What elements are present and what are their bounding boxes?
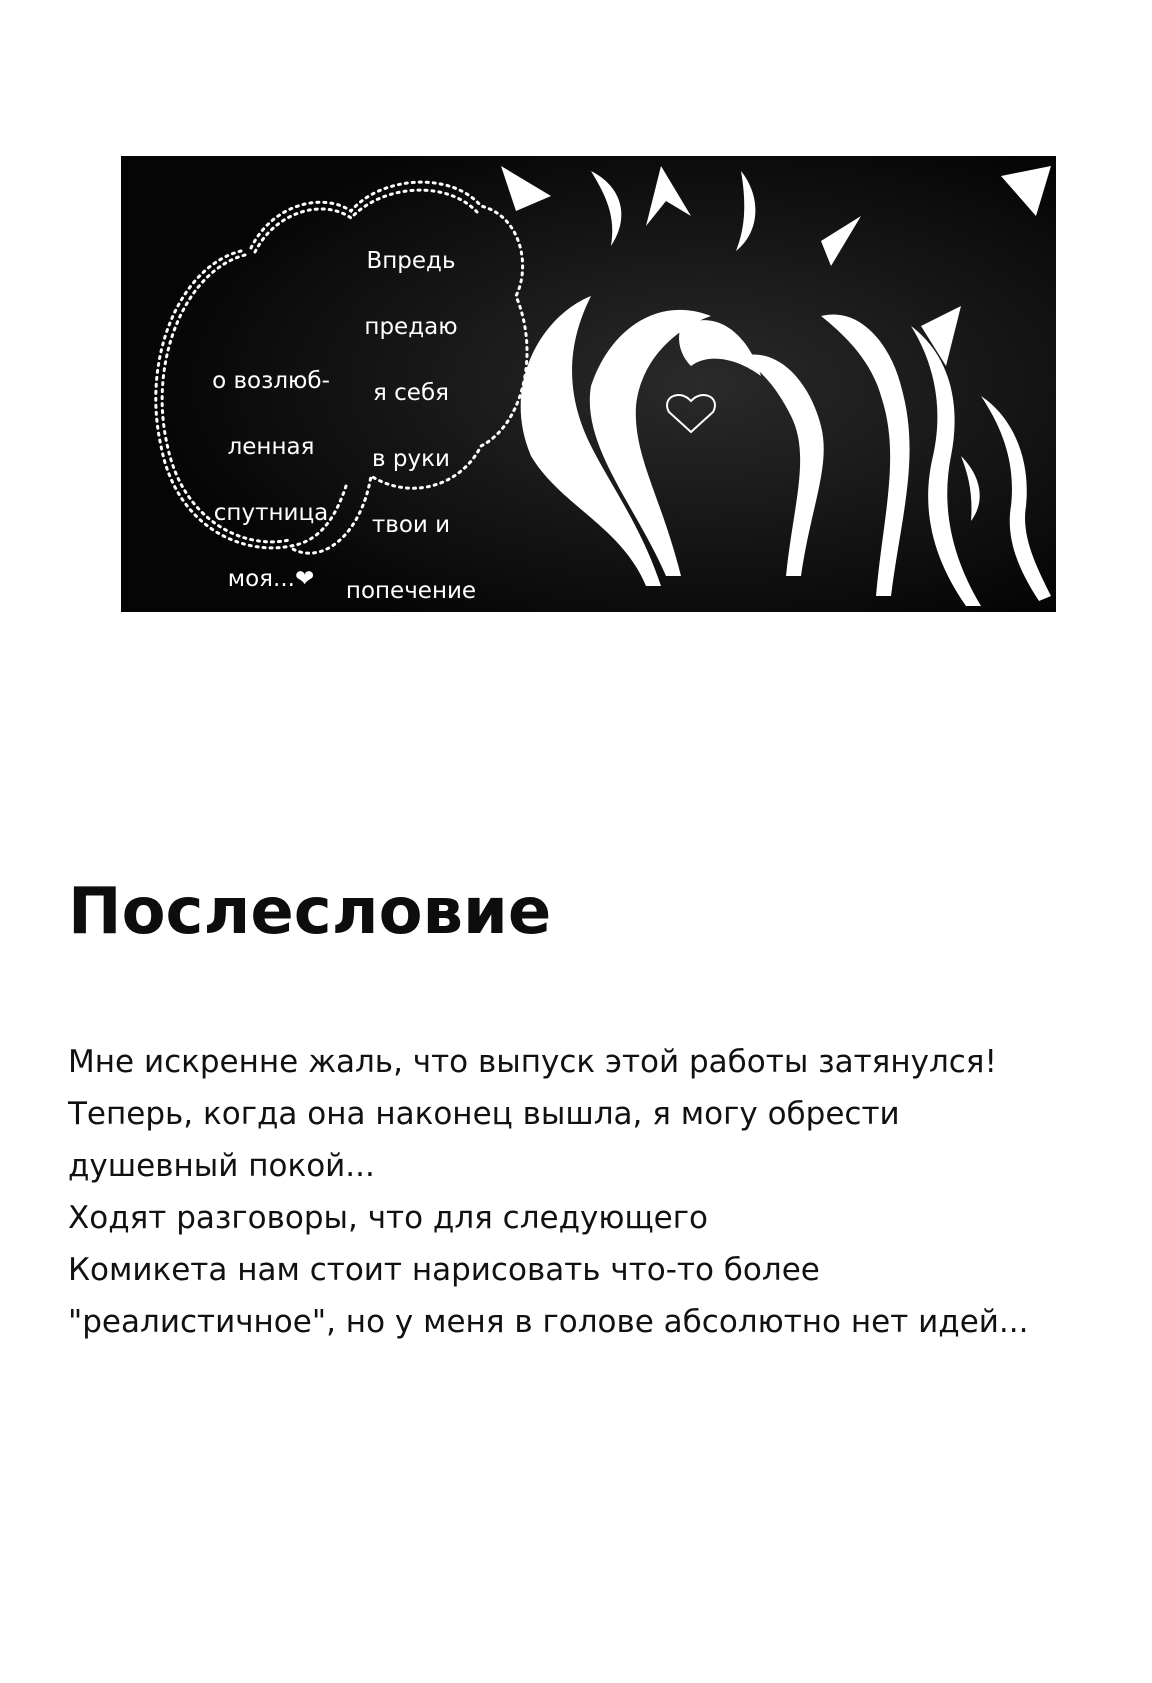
bubble-right-line: твоё: [383, 644, 439, 670]
afterword-body: [68, 1036, 1138, 1348]
speech-bubble-left: [181, 332, 361, 629]
heart-glyph-icon: ❤: [294, 566, 315, 592]
bubble-right-line: Впредь: [366, 248, 456, 274]
bubble-left-line: спутница: [213, 500, 329, 526]
afterword-line: Комикета нам стоит нарисовать что-то более: [68, 1252, 820, 1288]
bubble-right-line: я себя: [373, 380, 449, 406]
bubble-left-line: ленная: [227, 434, 315, 460]
afterword-line: "реалистичное", но у меня в голове абсолютно нет идей...: [68, 1304, 1029, 1340]
afterword-line: Теперь, когда она наконец вышла, я могу обрести: [68, 1096, 900, 1132]
bubble-right-line: попечение: [345, 578, 477, 604]
bubble-right-line: твои и: [371, 512, 451, 538]
bubble-right-line: предаю: [364, 314, 458, 340]
afterword-line: Ходят разговоры, что для следующего: [68, 1200, 708, 1236]
afterword-line: Мне искренне жаль, что выпуск этой работы затянулся!: [68, 1044, 997, 1080]
bubble-left-line: о возлюб-: [212, 368, 330, 394]
manga-panel: [121, 156, 1056, 670]
bubble-right-line: в руки: [372, 446, 450, 472]
bubble-left-line: моя...: [227, 566, 295, 592]
afterword-line: душевный покой...: [68, 1148, 375, 1184]
speech-bubble-right: [336, 212, 486, 707]
afterword-title: Послесловие: [68, 875, 552, 949]
bubble-left-line-last: [181, 563, 361, 596]
